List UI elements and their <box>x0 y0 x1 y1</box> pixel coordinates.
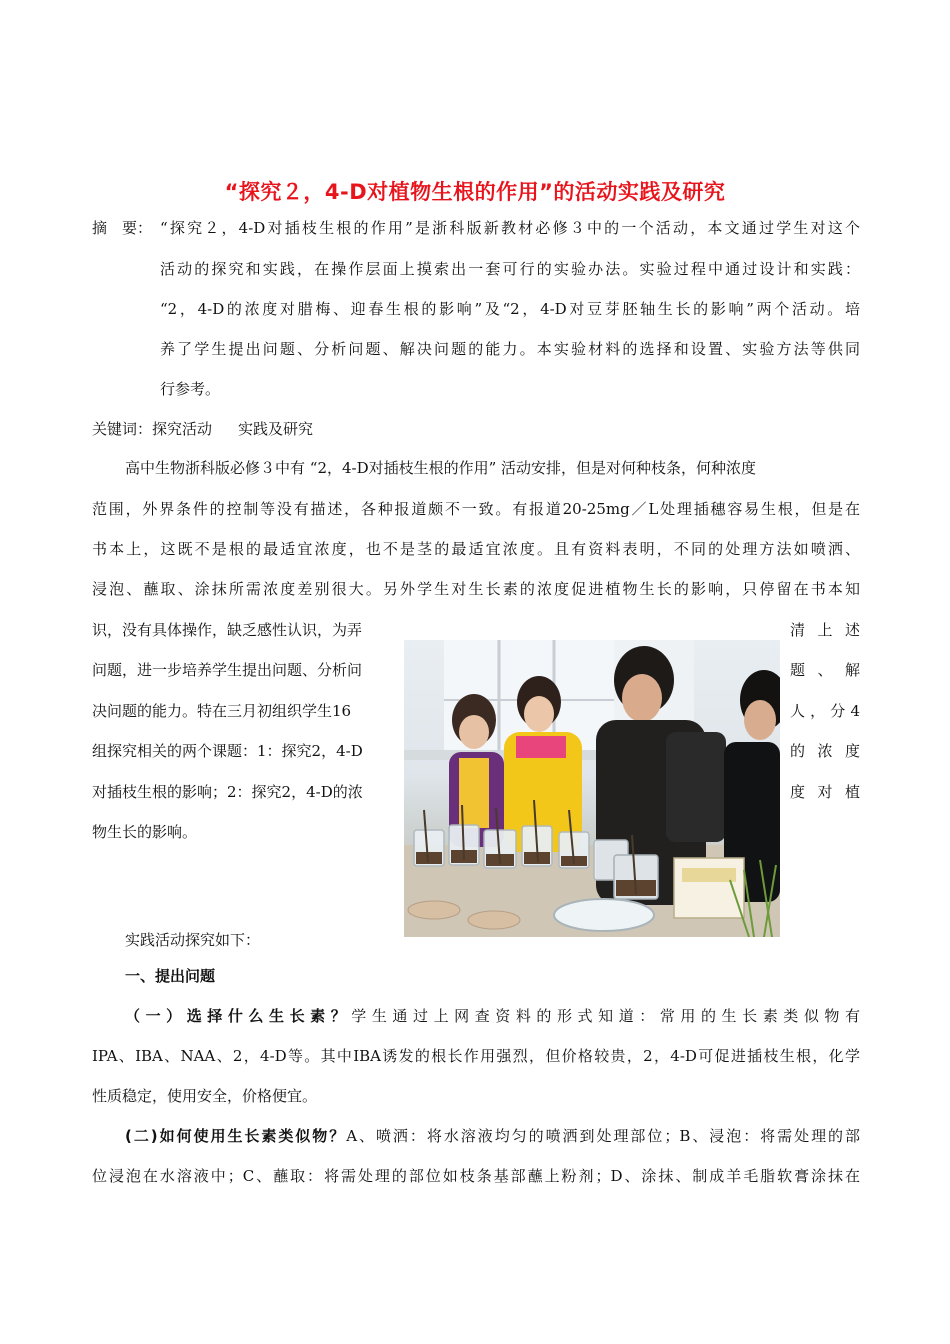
question-2-line <box>125 1126 860 1146</box>
keywords <box>92 419 313 439</box>
question-1-line <box>125 1006 860 1026</box>
intro-wrap-left: 决问题的能力。特在三月初组织学生16 <box>92 702 352 720</box>
document-title: “探究２，4-D对植物生根的作用”的活动实践及研究 <box>224 180 726 204</box>
intro-wrap-right: 题、解 <box>790 661 860 679</box>
intro-line: 浸泡、蘸取、涂抹所需浓度差别很大。另外学生对生长素的浓度促进植物生长的影响，只停留在书本知 <box>92 580 860 598</box>
question-1-text: 学生通过上网查资料的形式知道：常用的生长素类似物有 <box>351 1007 860 1025</box>
intro-line: 高中生物浙科版必修３中有 “2，4-D对插枝生根的作用” 活动安排，但是对何种枝条，何种浓度 <box>125 459 757 477</box>
intro-wrap-right: 度对植 <box>790 783 860 801</box>
question-1-label: （一）选择什么生长素？ <box>125 1007 352 1025</box>
intro-line: 书本上，这既不是根的最适宜浓度，也不是茎的最适宜浓度。且有资料表明，不同的处理方法如喷洒、 <box>92 540 860 558</box>
intro-line: 范围，外界条件的控制等没有描述，各种报道颇不一致。有报道20-25mg／L处理插穗容易生根，但是在 <box>92 500 860 518</box>
practice-intro: 实践活动探究如下： <box>125 931 261 949</box>
abstract-line: “2，4-D的浓度对腊梅、迎春生根的影响”及“2，4-D对豆芽胚轴生长的影响”两个活动。培 <box>160 300 860 318</box>
intro-wrap-left: 问题，进一步培养学生提出问题、分析问 <box>92 661 363 679</box>
classroom-experiment-photo <box>404 640 780 937</box>
keywords-label: 关键词： <box>92 420 153 438</box>
intro-wrap-right: 的浓度 <box>790 742 860 760</box>
intro-wrap-left: 识，没有具体操作，缺乏感性认识，为弄 <box>92 621 363 639</box>
question-2-label: (二)如何使用生长素类似物？ <box>125 1127 347 1145</box>
question-1-line: IPA、IBA、NAA、2，4-D等。其中IBA诱发的根长作用强烈，但价格较贵，2，4-D可促进插枝生根，化学 <box>92 1047 860 1065</box>
question-2-line: 位浸泡在水溶液中；C、蘸取：将需处理的部位如枝条基部蘸上粉剂；D、涂抹、制成羊毛脂软膏涂抹在 <box>92 1167 860 1185</box>
abstract-line: 养了学生提出问题、分析问题、解决问题的能力。本实验材料的选择和设置、实验方法等供同 <box>160 340 860 358</box>
abstract-line: 行参考。 <box>160 380 221 398</box>
intro-wrap-right: 人，分4 <box>790 702 860 720</box>
intro-wrap-right: 清上述 <box>790 621 860 639</box>
abstract-line: “探究２，4-D对插枝生根的作用”是浙科版新教材必修３中的一个活动，本文通过学生对这个 <box>160 219 860 237</box>
intro-wrap-left: 组探究相关的两个课题：1：探究2，4-D <box>92 742 363 760</box>
abstract-line: 活动的探究和实践，在操作层面上摸索出一套可行的实验办法。实验过程中通过设计和实践： <box>160 260 860 278</box>
intro-wrap-left: 对插枝生根的影响；2：探究2，4-D的浓 <box>92 783 363 801</box>
keyword: 探究活动 <box>152 420 213 438</box>
question-1-line: 性质稳定，使用安全，价格便宜。 <box>92 1087 318 1105</box>
question-2-text: A、喷洒：将水溶液均匀的喷洒到处理部位；B、浸泡：将需处理的部 <box>346 1127 860 1145</box>
abstract-label: 摘 要： <box>92 219 153 237</box>
intro-wrap-left: 物生长的影响。 <box>92 823 198 841</box>
section-heading: 一、提出问题 <box>125 967 216 985</box>
keyword: 实践及研究 <box>238 420 314 438</box>
